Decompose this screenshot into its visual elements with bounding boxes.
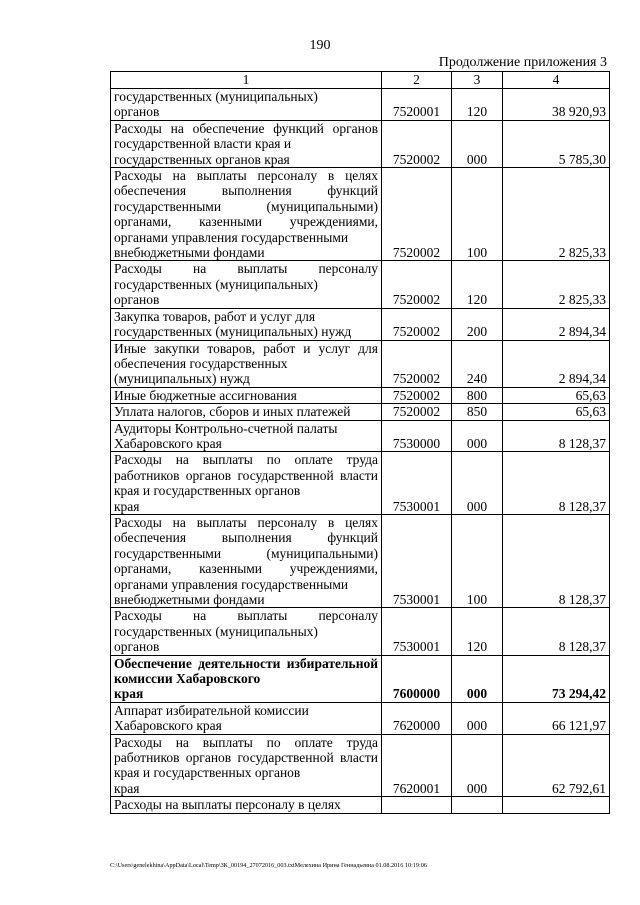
row-name-cell: Закупка товаров, работ и услуг для государственных (муниципальных) нужд: [111, 308, 382, 340]
row-amount-cell: 2 894,34: [503, 340, 610, 387]
row-code-cell: 7530001: [382, 608, 452, 655]
row-amount-cell: 2 825,33: [503, 261, 610, 308]
row-code-cell: 7520001: [382, 89, 452, 121]
row-amount-cell: 66 121,97: [503, 702, 610, 734]
column-header-1: 1: [111, 72, 382, 89]
row-name-cell: государственных (муниципальных) органов: [111, 89, 382, 121]
row-name-cell: Расходы на выплаты по оплате труда работников органов государственной власти края и государственных органов края: [111, 452, 382, 515]
row-name-cell: Расходы на выплаты персоналу государственных (муниципальных) органов: [111, 608, 382, 655]
row-amount-cell: 8 128,37: [503, 514, 610, 607]
row-code-cell: 7520002: [382, 168, 452, 261]
table-header: [111, 72, 610, 89]
row-name-cell: Иные бюджетные ассигнования: [111, 387, 382, 403]
file-path-footer: C:\Users\genelekhina\AppData\Local\Temp\ЗК_00194_27072016_003.txtМелехина Ирина Геннадьевна 01.08.2016 10:19:06: [110, 862, 427, 869]
column-header-2: 2: [382, 72, 452, 89]
row-amount-cell: 65,63: [503, 387, 610, 403]
row-type-cell: 100: [452, 514, 503, 607]
row-type-cell: 120: [452, 608, 503, 655]
table-row: [111, 404, 610, 420]
table-row: [111, 420, 610, 452]
column-header-4: 4: [503, 72, 610, 89]
row-code-cell: 7520002: [382, 340, 452, 387]
row-name-cell: Расходы на выплаты персоналу в целях: [111, 797, 382, 813]
row-code-cell: 7620001: [382, 734, 452, 797]
table-row: [111, 89, 610, 121]
row-type-cell: 000: [452, 452, 503, 515]
column-header-3: 3: [452, 72, 503, 89]
row-type-cell: 120: [452, 261, 503, 308]
row-type-cell: 000: [452, 120, 503, 167]
row-name-cell: Расходы на выплаты по оплате труда работников органов государственной власти края и государственных органов края: [111, 734, 382, 797]
row-name-cell: Обеспечение деятельности избирательной комиссии Хабаровского края: [111, 655, 382, 702]
table-row: [111, 655, 610, 702]
row-amount-cell: 73 294,42: [503, 655, 610, 702]
row-amount-cell: 2 825,33: [503, 168, 610, 261]
row-amount-cell: 8 128,37: [503, 420, 610, 452]
row-code-cell: 7520002: [382, 261, 452, 308]
row-type-cell: 850: [452, 404, 503, 420]
table-body: [111, 89, 610, 814]
row-type-cell: 120: [452, 89, 503, 121]
row-name-cell: Аппарат избирательной комиссии Хабаровского края: [111, 702, 382, 734]
table-row: [111, 387, 610, 403]
row-code-cell: 7620000: [382, 702, 452, 734]
table-row: [111, 702, 610, 734]
table-row: [111, 308, 610, 340]
row-code-cell: 7520002: [382, 387, 452, 403]
row-type-cell: 000: [452, 655, 503, 702]
row-code-cell: 7520002: [382, 404, 452, 420]
row-name-cell: Аудиторы Контрольно-счетной палаты Хабаровского края: [111, 420, 382, 452]
budget-table: [110, 71, 610, 814]
row-code-cell: [382, 797, 452, 813]
row-code-cell: 7530001: [382, 514, 452, 607]
row-type-cell: 800: [452, 387, 503, 403]
row-code-cell: 7520002: [382, 308, 452, 340]
row-amount-cell: 8 128,37: [503, 452, 610, 515]
table-row: [111, 514, 610, 607]
row-amount-cell: 65,63: [503, 404, 610, 420]
row-amount-cell: [503, 797, 610, 813]
row-code-cell: 7530001: [382, 452, 452, 515]
row-code-cell: 7600000: [382, 655, 452, 702]
table-row: [111, 340, 610, 387]
row-name-cell: Расходы на выплаты персоналу в целях обеспечения выполнения функций государственными (муниципальными) органами, казенными учреждениями, органами управления государственными внебюджетными фондами: [111, 514, 382, 607]
row-code-cell: 7520002: [382, 120, 452, 167]
table-row: [111, 452, 610, 515]
row-type-cell: 240: [452, 340, 503, 387]
row-amount-cell: 2 894,34: [503, 308, 610, 340]
row-amount-cell: 5 785,30: [503, 120, 610, 167]
row-type-cell: [452, 797, 503, 813]
row-amount-cell: 62 792,61: [503, 734, 610, 797]
row-name-cell: Иные закупки товаров, работ и услуг для обеспечения государственных (муниципальных) нужд: [111, 340, 382, 387]
row-type-cell: 000: [452, 734, 503, 797]
row-type-cell: 000: [452, 702, 503, 734]
row-amount-cell: 38 920,93: [503, 89, 610, 121]
table-row: [111, 168, 610, 261]
table-row: [111, 120, 610, 167]
row-type-cell: 200: [452, 308, 503, 340]
row-amount-cell: 8 128,37: [503, 608, 610, 655]
row-name-cell: Расходы на выплаты персоналу государственных (муниципальных) органов: [111, 261, 382, 308]
continuation-note: Продолжение приложения 3: [438, 55, 607, 70]
page-number: 190: [309, 38, 331, 53]
table-row: [111, 608, 610, 655]
table-row: [111, 261, 610, 308]
table-row: [111, 734, 610, 797]
row-name-cell: Расходы на обеспечение функций органов государственной власти края и государственных органов края: [111, 120, 382, 167]
row-name-cell: Расходы на выплаты персоналу в целях обеспечения выполнения функций государственными (муниципальными) органами, казенными учреждениями, органами управления государственными внебюджетными фондами: [111, 168, 382, 261]
row-name-cell: Уплата налогов, сборов и иных платежей: [111, 404, 382, 420]
row-type-cell: 000: [452, 420, 503, 452]
table-row: [111, 797, 610, 813]
row-code-cell: 7530000: [382, 420, 452, 452]
row-type-cell: 100: [452, 168, 503, 261]
